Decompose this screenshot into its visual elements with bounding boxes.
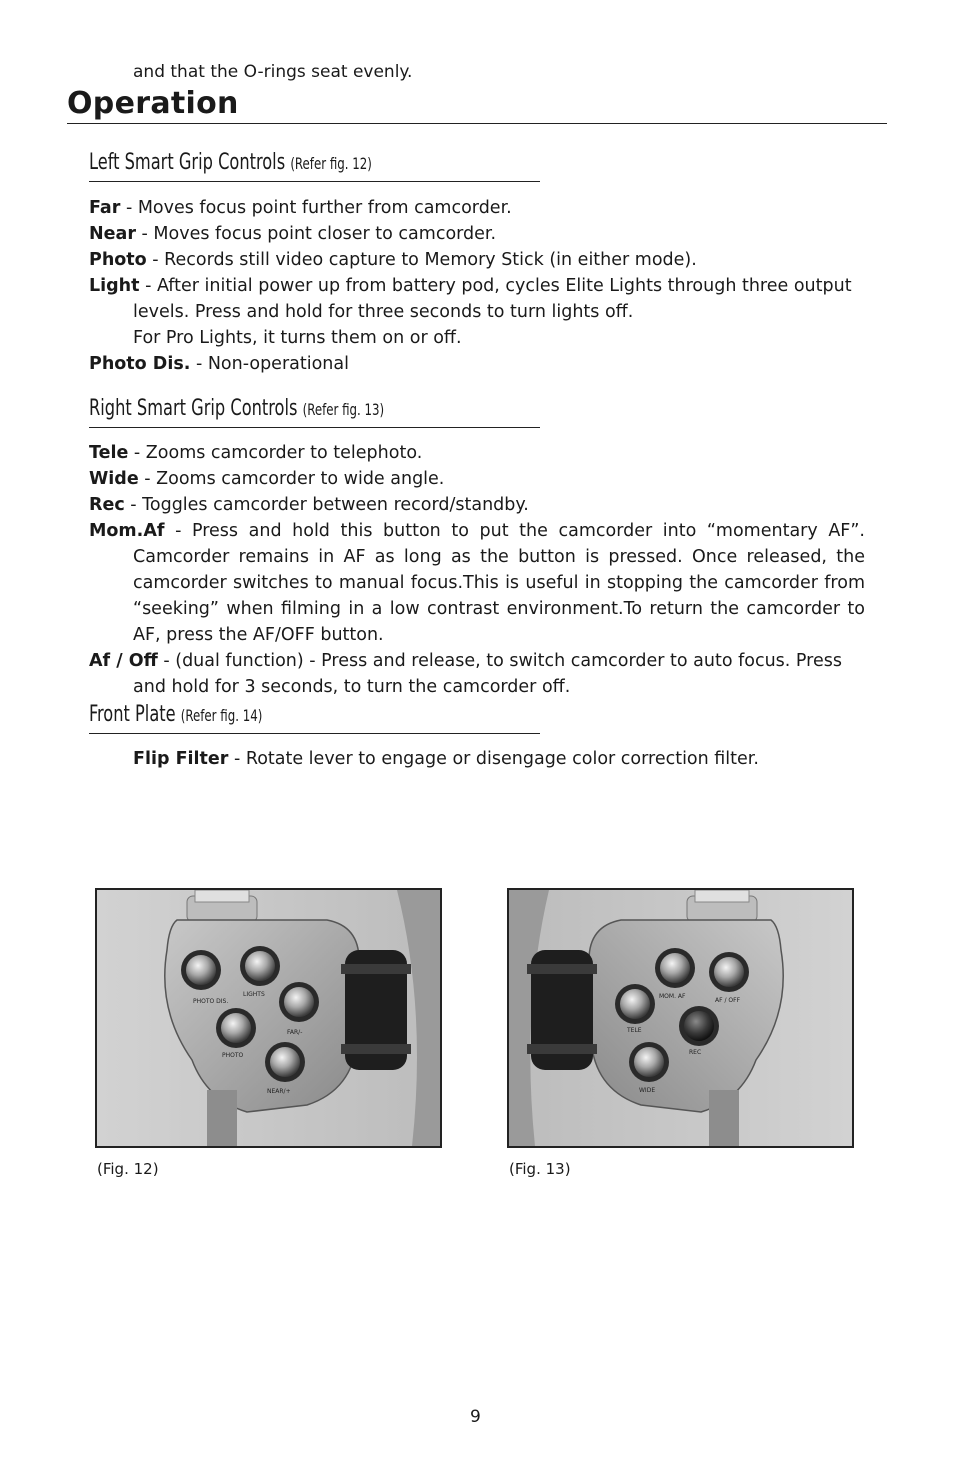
- left-item-photo-dis: [89, 351, 865, 377]
- page-title: Operation: [67, 86, 239, 121]
- right-grip-divider: [89, 427, 540, 428]
- figure-12-caption: (Fig. 12): [97, 1160, 159, 1178]
- figure-13-caption: (Fig. 13): [509, 1160, 571, 1178]
- label-af-off: AF / OFF: [715, 997, 741, 1004]
- item-term: Tele: [89, 443, 129, 463]
- item-desc: - Non-operational: [190, 354, 349, 374]
- item-term: Rec: [89, 495, 125, 515]
- item-desc: - After initial power up from battery pod, cycles Elite Lights through three output levels. Press and hold for three seconds to turn lights off.: [133, 276, 852, 322]
- item-term: Mom.Af: [89, 521, 165, 541]
- figure-13-photo: [507, 888, 854, 1148]
- right-grip-ref: (Refer fig. 13): [302, 400, 385, 419]
- item-desc: - Zooms camcorder to telephoto.: [128, 443, 423, 463]
- left-light-note: For Pro Lights, it turns them on or off.: [133, 328, 462, 348]
- item-term: Far: [89, 198, 121, 218]
- item-term: Photo Dis.: [89, 354, 191, 374]
- label-tele: TELE: [627, 1027, 642, 1034]
- item-desc: - (dual function) - Press and release, to switch camcorder to auto focus. Press and hold for 3 seconds, to turn the camcorder off.: [133, 651, 842, 697]
- label-photo-dis: PHOTO DIS.: [193, 998, 229, 1005]
- label-photo: PHOTO: [222, 1052, 244, 1059]
- item-desc: - Toggles camcorder between record/standby.: [124, 495, 529, 515]
- item-term: Af / Off: [89, 651, 158, 671]
- label-wide: WIDE: [639, 1087, 656, 1094]
- left-item-photo: [89, 247, 865, 273]
- right-item-tele: [89, 440, 865, 466]
- right-grip-heading-text: Right Smart Grip Controls: [89, 396, 298, 421]
- front-item-flip-filter: [133, 746, 865, 772]
- right-grip-heading: [89, 396, 384, 421]
- left-item-far: [89, 195, 865, 221]
- right-smart-grip-illustration: [509, 890, 852, 1146]
- item-desc: - Rotate lever to engage or disengage color correction filter.: [228, 749, 759, 769]
- title-divider: [67, 123, 887, 124]
- label-near: NEAR/+: [267, 1088, 291, 1095]
- front-plate-ref: (Refer fig. 14): [180, 706, 263, 725]
- label-lights: LIGHTS: [243, 991, 265, 998]
- front-plate-divider: [89, 733, 540, 734]
- page-number: 9: [470, 1407, 481, 1427]
- left-grip-heading: [89, 150, 372, 175]
- intro-text: and that the O-rings seat evenly.: [133, 62, 413, 82]
- item-desc: - Moves focus point closer to camcorder.: [135, 224, 497, 244]
- left-smart-grip-illustration: [97, 890, 440, 1146]
- item-desc: - Moves focus point further from camcorder.: [120, 198, 512, 218]
- left-item-light: [89, 273, 865, 325]
- right-item-mom-af: [89, 518, 865, 648]
- right-item-af-off: [89, 648, 865, 700]
- right-item-wide: [89, 466, 865, 492]
- left-item-near: [89, 221, 865, 247]
- item-desc: - Press and hold this button to put the camcorder into “momentary AF”. Camcorder remains in AF as long as the button is pressed. Once released, the camcorder switches to manual focus.This is useful in stopping the camcorder from “seeking” when filming in a low contrast environment.To return the camcorder to AF, press the AF/OFF button.: [133, 521, 865, 645]
- item-desc: - Zooms camcorder to wide angle.: [138, 469, 445, 489]
- right-item-rec: [89, 492, 865, 518]
- label-mom-af: MOM. AF: [659, 993, 686, 1000]
- left-grip-divider: [89, 181, 540, 182]
- item-term: Light: [89, 276, 140, 296]
- item-term: Wide: [89, 469, 139, 489]
- front-plate-heading: [89, 702, 262, 727]
- left-grip-heading-text: Left Smart Grip Controls: [89, 150, 286, 175]
- item-desc: - Records still video capture to Memory Stick (in either mode).: [146, 250, 697, 270]
- figure-12-photo: [95, 888, 442, 1148]
- item-term: Near: [89, 224, 136, 244]
- front-plate-heading-text: Front Plate: [89, 702, 176, 727]
- item-term: Flip Filter: [133, 749, 229, 769]
- item-term: Photo: [89, 250, 147, 270]
- label-rec: REC: [689, 1049, 702, 1056]
- label-far: FAR/-: [287, 1029, 303, 1036]
- left-grip-ref: (Refer fig. 12): [290, 154, 372, 173]
